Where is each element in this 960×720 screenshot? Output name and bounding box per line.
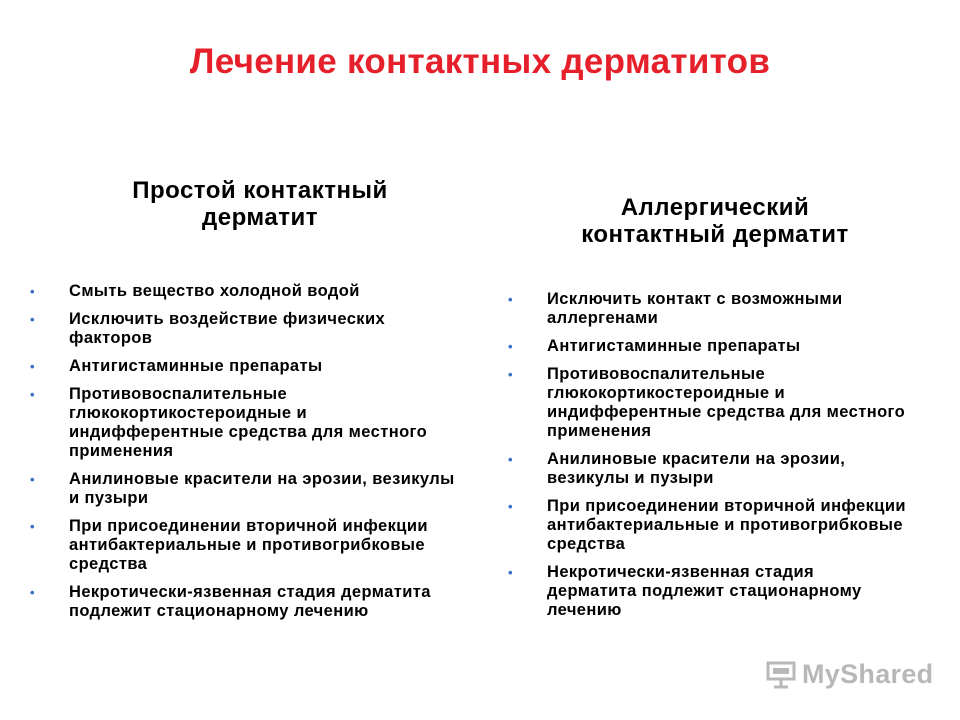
list-item: • Анилиновые красители на эрозии, везикулы и пузыри — [30, 470, 455, 507]
list-item: • Некротически-язвенная стадия дерматита подлежит стационарному лечению — [508, 563, 862, 619]
right-heading-line1: Аллергический — [620, 194, 810, 221]
left-heading-line1: Простой контактный — [132, 177, 388, 204]
list-item: • При присоединении вторичной инфекции антибактериальные и противогрибковые средства — [508, 497, 906, 553]
bullet-icon: • — [508, 367, 513, 382]
bullet-icon: • — [508, 565, 513, 580]
left-column-heading — [40, 177, 480, 231]
list-item: • При присоединении вторичной инфекции антибактериальные и противогрибковые средства — [30, 517, 428, 573]
watermark-text: MyShared — [802, 658, 934, 689]
list-item: • Исключить воздействие физических факторов — [30, 310, 386, 347]
list-item: • Противовоспалительные глюкокортикостероидные и индифферентные средства для местного применения — [508, 365, 906, 440]
list-item: • Смыть вещество холодной водой — [30, 282, 360, 300]
bullet-icon: • — [508, 452, 513, 467]
bullet-icon: • — [30, 312, 35, 327]
left-bullet-list — [30, 282, 455, 630]
bullet-icon: • — [30, 519, 35, 534]
list-item: • Исключить контакт с возможными аллергенами — [508, 290, 843, 327]
slide-title: Лечение контактных дерматитов — [189, 42, 771, 81]
left-heading-line2: дерматит — [202, 204, 318, 231]
bullet-icon: • — [30, 472, 35, 487]
bullet-icon: • — [30, 284, 35, 299]
right-column-heading — [490, 194, 940, 248]
list-item: • Антигистаминные препараты — [508, 337, 801, 355]
list-item: • Противовоспалительные глюкокортикостероидные и индифферентные средства для местного применения — [30, 385, 428, 460]
bullet-icon: • — [508, 499, 513, 514]
myshared-watermark[interactable] — [766, 656, 936, 692]
bullet-icon: • — [30, 585, 35, 600]
bullet-icon: • — [508, 292, 513, 307]
presentation-board-icon — [766, 659, 796, 689]
list-item: • Антигистаминные препараты — [30, 357, 323, 375]
right-heading-line2: контактный дерматит — [581, 221, 849, 248]
list-item: • Некротически-язвенная стадия дерматита подлежит стационарному лечению — [30, 583, 431, 620]
list-item: • Анилиновые красители на эрозии, везикулы и пузыри — [508, 450, 846, 487]
bullet-icon: • — [30, 387, 35, 402]
right-bullet-list — [508, 290, 908, 629]
bullet-icon: • — [508, 339, 513, 354]
bullet-icon: • — [30, 359, 35, 374]
